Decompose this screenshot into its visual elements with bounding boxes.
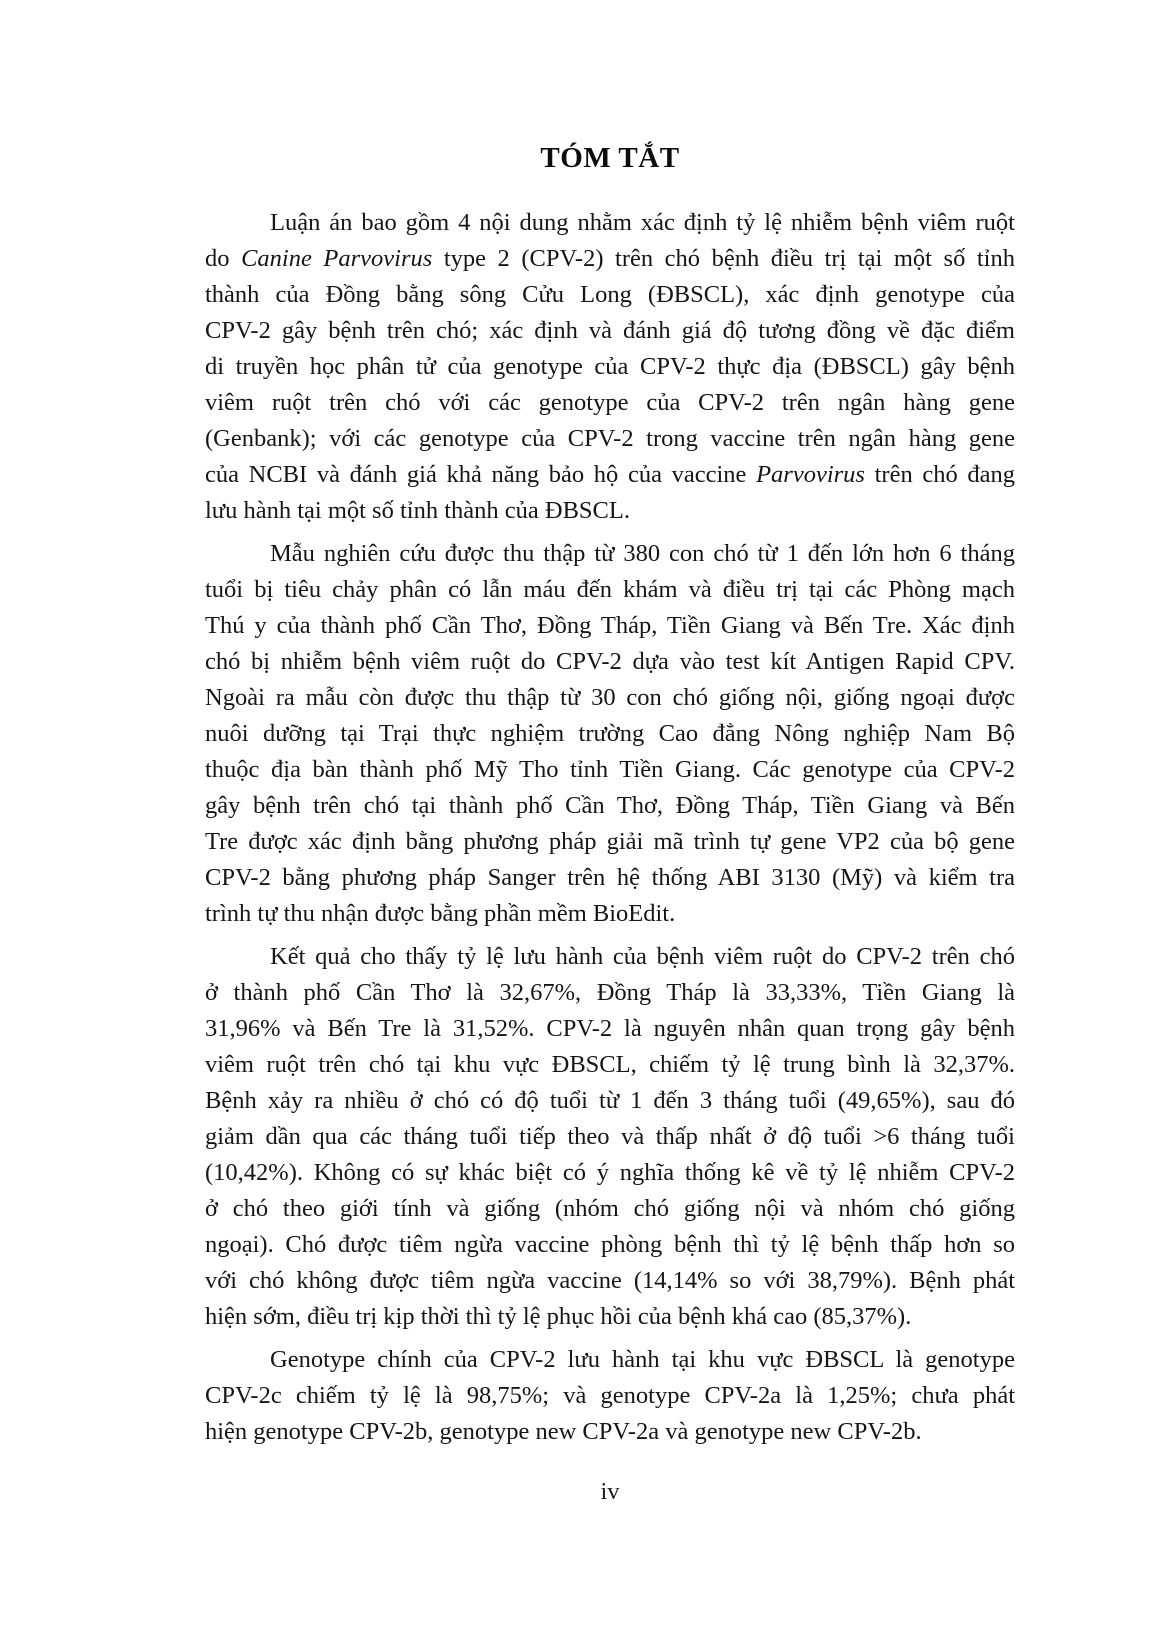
text-line: [205, 457, 1015, 493]
text-run: hiện sớm, điều trị kịp thời thì tỷ lệ phục hồi của bệnh khá cao (85,37%).: [205, 1303, 912, 1330]
text-run: type 2 (CPV-2) trên chó bệnh điều trị tại một số tỉnh: [432, 245, 1015, 272]
text-run: viêm ruột trên chó với các genotype của CPV-2 trên ngân hàng gene: [205, 389, 1015, 416]
text-run: chó bị nhiễm bệnh viêm ruột do CPV-2 dựa vào test kít Antigen Rapid CPV.: [205, 648, 1015, 675]
text-line: [205, 1414, 1015, 1450]
text-run: với chó không được tiêm ngừa vaccine (14,14% so với 38,79%). Bệnh phát: [205, 1267, 1015, 1294]
text-run: 31,96% và Bến Tre là 31,52%. CPV-2 là nguyên nhân quan trọng gây bệnh: [205, 1015, 1015, 1042]
text-run: Mẫu nghiên cứu được thu thập từ 380 con chó từ 1 đến lớn hơn 6 tháng: [270, 540, 1015, 567]
text-run: Thú y của thành phố Cần Thơ, Đồng Tháp, Tiền Giang và Bến Tre. Xác định: [205, 612, 1015, 639]
text-line: [205, 421, 1015, 457]
text-line: [205, 939, 1015, 975]
text-run: nuôi dưỡng tại Trại thực nghiệm trường Cao đẳng Nông nghiệp Nam Bộ: [205, 720, 1015, 747]
text-run: trình tự thu nhận được bằng phần mềm BioEdit.: [205, 900, 676, 927]
italic-text-run: Canine Parvovirus: [241, 245, 433, 272]
paragraph: [205, 939, 1015, 1335]
text-run: thành của Đồng bằng sông Cửu Long (ĐBSCL), xác định genotype của: [205, 281, 1015, 308]
text-run: thuộc địa bàn thành phố Mỹ Tho tỉnh Tiền Giang. Các genotype của CPV-2: [205, 756, 1015, 783]
text-line: [205, 536, 1015, 572]
text-line: [205, 1263, 1015, 1299]
text-line: [205, 313, 1015, 349]
page-title: TÓM TẮT: [540, 142, 680, 174]
text-run: Genotype chính của CPV-2 lưu hành tại khu vực ĐBSCL là genotype: [270, 1346, 1015, 1373]
text-run: lưu hành tại một số tỉnh thành của ĐBSCL.: [205, 497, 630, 524]
text-line: [205, 1378, 1015, 1414]
page-number: iv: [600, 1478, 620, 1505]
text-line: [205, 493, 1015, 529]
text-line: [205, 385, 1015, 421]
text-run: CPV-2 gây bệnh trên chó; xác định và đánh giá độ tương đồng về đặc điểm: [205, 317, 1015, 344]
text-run: Tre được xác định bằng phương pháp giải mã trình tự gene VP2 của bộ gene: [205, 828, 1015, 855]
text-run: trên chó đang: [864, 461, 1016, 488]
text-run: CPV-2c chiếm tỷ lệ là 98,75%; và genotype CPV-2a là 1,25%; chưa phát: [205, 1382, 1015, 1409]
text-line: [205, 1342, 1015, 1378]
text-line: [205, 752, 1015, 788]
text-run: tuổi bị tiêu chảy phân có lẫn máu đến khám và điều trị tại các Phòng mạch: [205, 576, 1015, 603]
text-run: viêm ruột trên chó tại khu vực ĐBSCL, chiếm tỷ lệ trung bình là 32,37%.: [205, 1051, 1015, 1078]
text-line: [205, 1011, 1015, 1047]
text-line: [205, 788, 1015, 824]
text-run: Kết quả cho thấy tỷ lệ lưu hành của bệnh viêm ruột do CPV-2 trên chó: [270, 943, 1015, 970]
text-line: [205, 572, 1015, 608]
paragraph: [205, 1342, 1015, 1450]
text-line: [205, 205, 1015, 241]
text-line: [205, 241, 1015, 277]
paragraph: [205, 205, 1015, 529]
document-body: [205, 205, 1015, 1450]
text-line: [205, 680, 1015, 716]
text-line: [205, 1299, 1015, 1335]
text-run: giảm dần qua các tháng tuổi tiếp theo và thấp nhất ở độ tuổi >6 tháng tuổi: [205, 1123, 1015, 1150]
text-line: [205, 716, 1015, 752]
text-line: [205, 1119, 1015, 1155]
paragraph: [205, 536, 1015, 932]
text-run: (10,42%). Không có sự khác biệt có ý nghĩa thống kê về tỷ lệ nhiễm CPV-2: [205, 1159, 1015, 1186]
text-run: Luận án bao gồm 4 nội dung nhằm xác định tỷ lệ nhiễm bệnh viêm ruột: [270, 209, 1015, 236]
text-run: ở chó theo giới tính và giống (nhóm chó giống nội và nhóm chó giống: [205, 1195, 1015, 1222]
text-run: do: [205, 245, 242, 272]
text-line: [205, 608, 1015, 644]
italic-text-run: Parvovirus: [756, 461, 865, 488]
text-line: [205, 1047, 1015, 1083]
text-line: [205, 644, 1015, 680]
text-run: của NCBI và đánh giá khả năng bảo hộ của vaccine: [205, 461, 757, 488]
text-run: hiện genotype CPV-2b, genotype new CPV-2a và genotype new CPV-2b.: [205, 1418, 922, 1445]
page-content: [205, 0, 1015, 1508]
text-line: [205, 1155, 1015, 1191]
text-run: di truyền học phân tử của genotype của CPV-2 thực địa (ĐBSCL) gây bệnh: [205, 353, 1015, 380]
text-run: (Genbank); với các genotype của CPV-2 trong vaccine trên ngân hàng gene: [205, 425, 1015, 452]
text-run: gây bệnh trên chó tại thành phố Cần Thơ, Đồng Tháp, Tiền Giang và Bến: [205, 792, 1015, 819]
text-run: Ngoài ra mẫu còn được thu thập từ 30 con chó giống nội, giống ngoại được: [205, 684, 1015, 711]
text-line: [205, 1227, 1015, 1263]
text-run: ngoại). Chó được tiêm ngừa vaccine phòng bệnh thì tỷ lệ bệnh thấp hơn so: [205, 1231, 1015, 1258]
text-run: CPV-2 bằng phương pháp Sanger trên hệ thống ABI 3130 (Mỹ) và kiểm tra: [205, 864, 1015, 891]
text-run: ở thành phố Cần Thơ là 32,67%, Đồng Tháp là 33,33%, Tiền Giang là: [205, 979, 1015, 1006]
text-run: Bệnh xảy ra nhiều ở chó có độ tuổi từ 1 đến 3 tháng tuổi (49,65%), sau đó: [205, 1087, 1015, 1114]
text-line: [205, 975, 1015, 1011]
text-line: [205, 277, 1015, 313]
text-line: [205, 860, 1015, 896]
text-line: [205, 824, 1015, 860]
text-line: [205, 349, 1015, 385]
text-line: [205, 896, 1015, 932]
text-line: [205, 1083, 1015, 1119]
text-line: [205, 1191, 1015, 1227]
